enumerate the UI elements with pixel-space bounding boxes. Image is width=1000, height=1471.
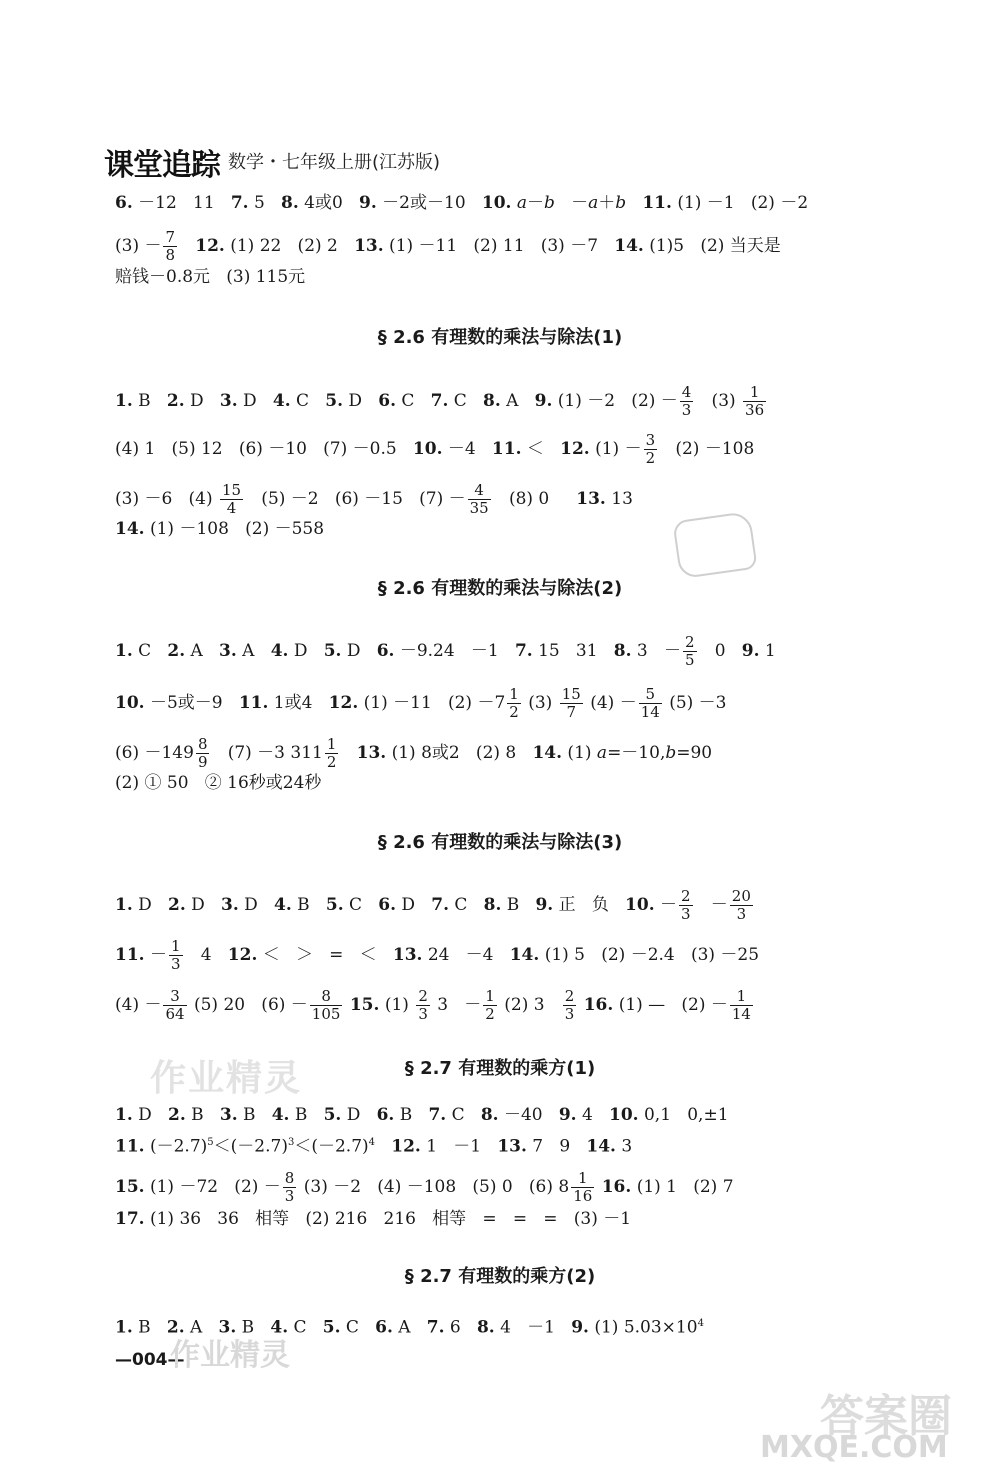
site-logo: 答案圈: [820, 1391, 952, 1442]
book-title: 数学・七年级上册(江苏版): [228, 152, 441, 173]
answer-line: 17. (1) 36 36 相等 (2) 216 216 相等 = = = (3) －1: [115, 1209, 632, 1229]
answer-line: 14. (1) －108 (2) －558: [115, 519, 325, 539]
brand-logo: 课堂追踪: [104, 148, 220, 183]
answer-line: (4) 1 (5) 12 (6) －10 (7) －0.5 10. －4 11. ＜ 12. (1) － $\frac{3}{2}$ (2) －108: [115, 431, 755, 467]
answer-line-top-2: (3) － $\frac{7}{8}$ 12. (1) 22 (2) 2 13. (1) －11 (2) 11 (3) －7 14. (1)5 (2) 当天是: [115, 228, 781, 264]
answer-line: 15. (1) －72 (2) － $\frac{8}{3}$ (3) －2 (4) －108 (5) 0 (6) 8 $\frac{1}{16}$ 16. (1) 1 (2) 7: [115, 1169, 734, 1205]
answer-line: (3) －6 (4) $\frac{15}{4}$ (5) －2 (6) －15 (7) － $\frac{4}{35}$ (8) 0 13. 13: [115, 481, 633, 517]
answer-line: (4) － $\frac{3}{64}$ (5) 20 (6) － $\frac{8}{105}$ 15. (1) $\frac{2}{3}$ 3 － $\frac{1}{2}$ (2) 3 $\frac{2}{3}$ 16. (1) — (2) － $\frac{1}{14}$: [115, 987, 751, 1023]
stamp-image: [672, 511, 757, 579]
answer-line: 1. C 2. A 3. A 4. D 5. D 6. －9.24 －1 7. 15 31 8. 3 － $\frac{2}{5}$ 0 9. 1: [115, 633, 776, 669]
section-heading-2-7-2: § 2.7 有理数的乘方(2): [404, 1266, 596, 1287]
section-heading-2-7-1: § 2.7 有理数的乘方(1): [404, 1058, 596, 1079]
section-heading-2-6-3: § 2.6 有理数的乘法与除法(3): [377, 832, 623, 853]
answer-line: (6) －149 $\frac{8}{9}$ (7) －3 311 $\frac{1}{2}$ 13. (1) 8或2 (2) 8 14. (1) a=－10,b=90: [115, 735, 713, 771]
page-number: —004—: [115, 1350, 185, 1370]
watermark: 作业精灵: [150, 1058, 303, 1099]
section-heading-2-6-1: § 2.6 有理数的乘法与除法(1): [377, 327, 623, 348]
section-heading-2-6-2: § 2.6 有理数的乘法与除法(2): [377, 578, 623, 599]
answer-line: 10. －5或－9 11. 1或4 12. (1) －11 (2) －7 $\frac{1}{2}$ (3) $\frac{15}{7}$ (4) － $\frac{5}{14}$ (5) －3: [115, 685, 727, 721]
answer-line: 1. D 2. D 3. D 4. B 5. C 6. D 7. C 8. B 9. 正 负 10. － $\frac{2}{3}$ － $\frac{20}{3}$: [115, 887, 751, 923]
answer-line: 11. － $\frac{1}{3}$ 4 12. ＜ ＞ = ＜ 13. 24 －4 14. (1) 5 (2) －2.4 (3) －25: [115, 937, 760, 973]
answer-line: 1. B 2. D 3. D 4. C 5. D 6. C 7. C 8. A 9. (1) －2 (2) － $\frac{4}{3}$ (3) $\frac{1}{36}$: [115, 383, 765, 419]
watermark: 作业精灵: [170, 1338, 290, 1373]
answer-line: 1. D 2. B 3. B 4. B 5. D 6. B 7. C 8. －40 9. 4 10. 0,1 0,±1: [115, 1105, 729, 1125]
answer-line-top-3: 赔钱－0.8元 (3) 115元: [115, 267, 306, 287]
answer-line: (2) ① 50 ② 16秒或24秒: [115, 773, 322, 793]
site-url: MXQE.COM: [760, 1430, 948, 1465]
answer-line-top-1: 6. －12 11 7. 5 8. 4或0 9. －2或－10 10. a－b －a＋b 11. (1) －1 (2) －2: [115, 193, 809, 213]
answer-line: 1. B 2. A 3. B 4. C 5. C 6. A 7. 6 8. 4 －1 9. (1) $5.03\times 10^4$: [115, 1317, 704, 1338]
answer-line: 11. $(-2.7)^5<(-2.7)^3<(-2.7)^4$ 12. 1 －1 13. 7 9 14. 3: [115, 1136, 633, 1157]
